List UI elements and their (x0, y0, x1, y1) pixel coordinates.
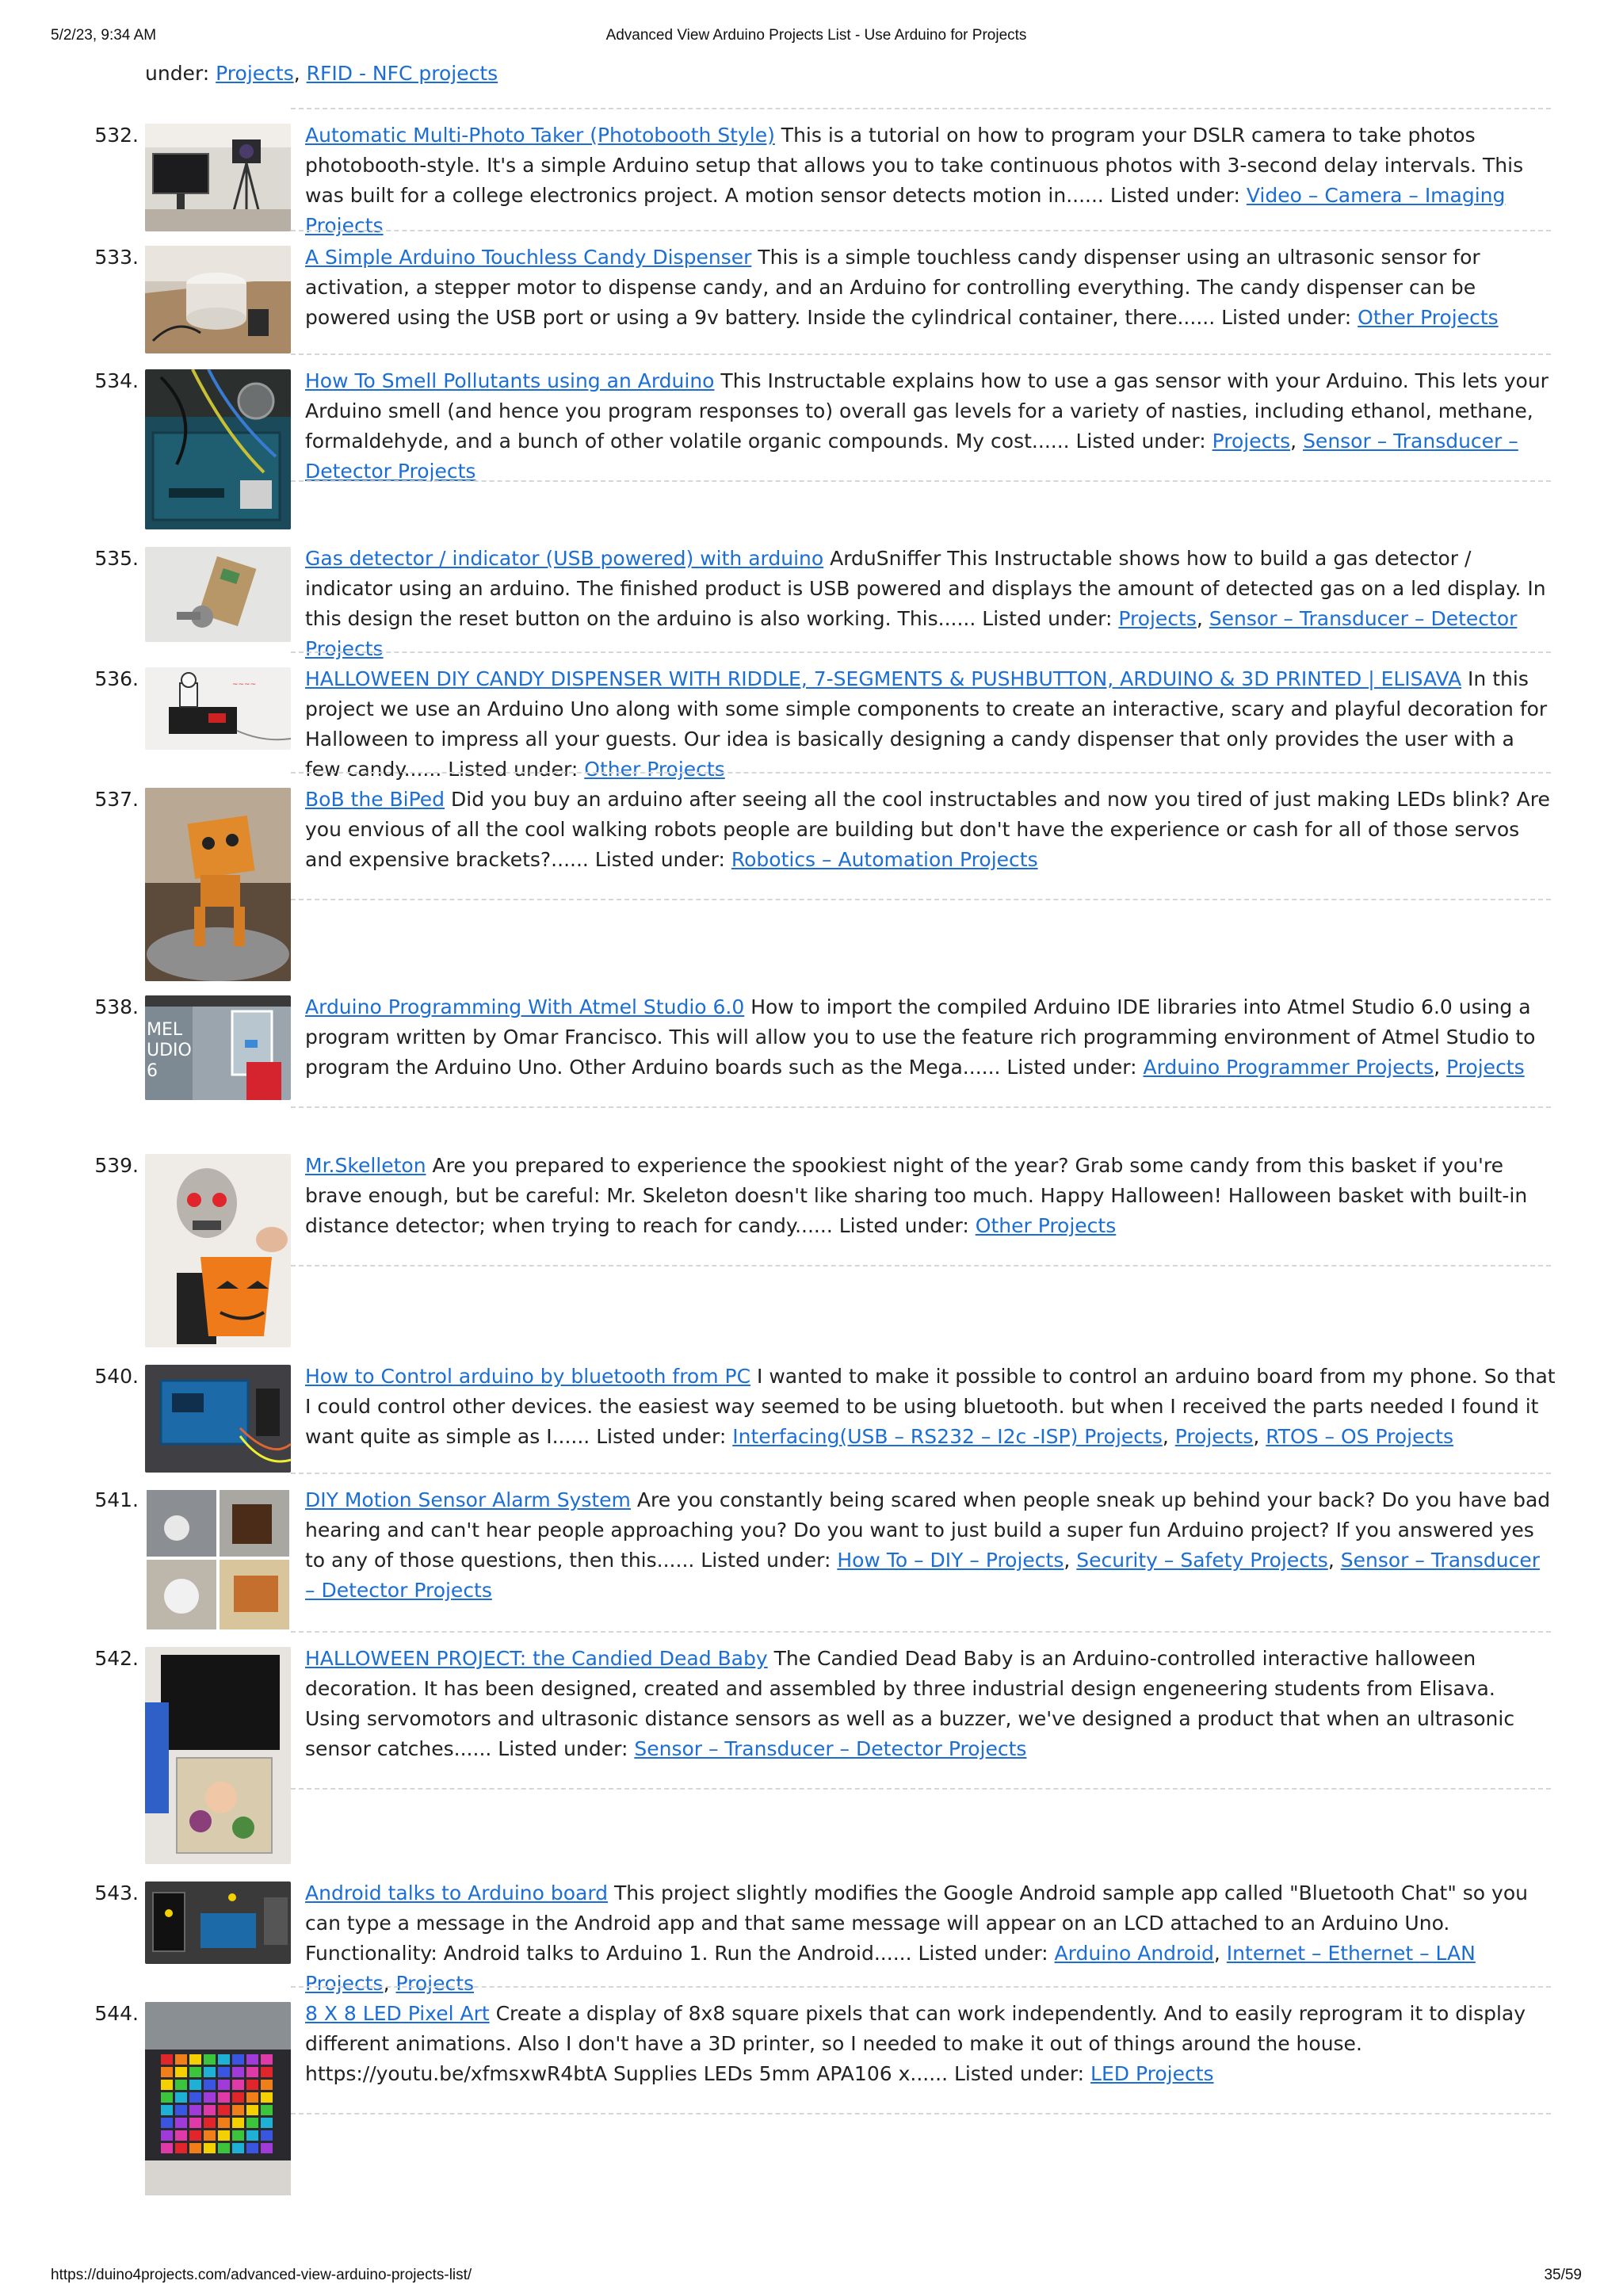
project-description: Are you constantly being scared when people sneak up behind your back? Do you have bad hearing and can't hear people approaching you? Do you want to just build a super fun Arduino project? If you answered yes to any of those questions, then this...... Listed under: (305, 1488, 1551, 1572)
category-link[interactable]: Projects (1446, 1056, 1525, 1079)
print-datetime: 5/2/23, 9:34 AM (51, 27, 157, 44)
project-description: How to import the compiled Arduino IDE libraries into Atmel Studio 6.0 using a program written by Omar Francisco. This will allow you to use the feature rich programming environment of Atmel Studio to program the Arduino Uno. Other Arduino boards such as the Mega...... Listed under: (305, 995, 1536, 1079)
entry-separator (291, 1265, 1551, 1266)
project-description: ArduSniffer This Instructable shows how to build a gas detector / indicator using an arduino. The finished product is USB powered and displays the amount of detected gas on a led display. In this design the reset button on the arduino is also working. This...... Listed under: (305, 547, 1546, 630)
category-link[interactable]: Sensor – Transducer – Detector Projects (305, 1549, 1541, 1602)
category-link[interactable]: Arduino Android (1054, 1942, 1214, 1965)
category-link[interactable]: How To – DIY – Projects (837, 1549, 1064, 1572)
category-link[interactable]: Sensor – Transducer – Detector Projects (305, 430, 1518, 483)
entry-number: 538. (94, 995, 139, 1018)
project-description: The Candied Dead Baby is an Arduino-controlled interactive halloween decoration. It has been designed, created and assembled by three industrial design engeneering students from Elisava. Using servomotors and ultrasonic distance sensors as well as a buzzer, we've designed a product that when an ultrasonic sensor catches...... Listed under: (305, 1647, 1515, 1760)
project-thumbnail[interactable] (145, 2002, 291, 2195)
page-url: https://duino4projects.com/advanced-view-arduino-projects-list/ (51, 2267, 472, 2283)
category-link[interactable]: Other Projects (1358, 306, 1499, 329)
svg-text:~~~~: ~~~~ (232, 681, 257, 689)
entry-number: 539. (94, 1154, 139, 1177)
project-title-link[interactable]: Android talks to Arduino board (305, 1881, 609, 1904)
project-title-link[interactable]: Gas detector / indicator (USB powered) with arduino (305, 547, 824, 570)
project-description: This Instructable explains how to use a gas sensor with your Arduino. This lets your Arduino smell (and hence you program responses to) overall gas levels for a variety of nasties, including ethanol, methane, formaldehyde, and a bunch of other volatile organic compounds. My cost...... Listed under: (305, 369, 1549, 453)
print-page-title: Advanced View Arduino Projects List - Use Arduino for Projects (605, 27, 1027, 44)
project-thumbnail[interactable] (145, 124, 291, 231)
project-thumbnail[interactable] (145, 788, 291, 981)
entry-number: 544. (94, 2002, 139, 2025)
entry-separator (291, 1473, 1551, 1474)
project-description: In this project we use an Arduino Uno along with some simple components to create an interactive, scary and playful decoration for Halloween to impress all your guests. Our idea is basically designing a candy dispenser that only provides the user with a few candy...... Listed under: (305, 667, 1548, 781)
entry-body (305, 1644, 1556, 1764)
previous-entry-tail: under: Projects, RFID - NFC projects (145, 62, 498, 85)
entry-body (305, 120, 1556, 241)
entry-separator (291, 2113, 1551, 2115)
project-description: This is a tutorial on how to program your DSLR camera to take photos photobooth-style. It's a simple Arduino setup that allows you to take continuous photos with 3-second delay intervals. This was built for a college electronics project. A motion sensor detects motion in...... Listed under: (305, 124, 1524, 207)
entry-number: 533. (94, 246, 139, 269)
entry-number: 532. (94, 124, 139, 147)
entry-number: 534. (94, 369, 139, 392)
entry-number: 535. (94, 547, 139, 570)
project-title-link[interactable]: How To Smell Pollutants using an Arduino (305, 369, 715, 392)
project-title-link[interactable]: HALLOWEEN DIY CANDY DISPENSER WITH RIDDLE, 7-SEGMENTS & PUSHBUTTON, ARDUINO & 3D PRINTED | ELISAVA (305, 667, 1462, 690)
entry-number: 543. (94, 1881, 139, 1904)
entry-body (305, 664, 1556, 785)
entry-separator (291, 108, 1551, 109)
project-thumbnail[interactable] (145, 1488, 291, 1631)
page-number: 35/59 (1544, 2267, 1582, 2283)
entry-separator (291, 1106, 1551, 1108)
entry-body (305, 785, 1556, 875)
entry-body: DIY Motion Sensor Alarm System Are you constantly being scared when people sneak up behind your back? Do you have bad hearing and can't hear people approaching you? Do you want to just build a super fun Arduino project? If you answered yes to any of those questions, then this...... Listed under: How To – DIY – Projects, Security – Safety Projects, Sensor – Transducer – Detector Projects (305, 1488, 1551, 1602)
entry-separator (291, 1986, 1551, 1988)
project-title-link[interactable]: Mr.Skelleton (305, 1154, 426, 1177)
project-description: I wanted to make it possible to control an arduino board from my phone. So that I could control other devices. the easiest way seemed to be using bluetooth. but when I received the parts needed I found it want quite as simple as I...... Listed under: (305, 1365, 1556, 1448)
project-description: Did you buy an arduino after seeing all the cool instructables and now you tired of just making LEDs blink? Are you envious of all the cool walking robots people are building but don't have the experience or cash for all of those servos and expensive brackets?...... Listed under: (305, 788, 1550, 871)
category-link[interactable]: LED Projects (1090, 2062, 1214, 2085)
category-link[interactable]: Projects (216, 62, 294, 85)
project-thumbnail[interactable] (145, 1365, 291, 1473)
entry-number: 537. (94, 788, 139, 811)
project-title-link[interactable]: Automatic Multi-Photo Taker (Photobooth Style) (305, 124, 775, 147)
project-thumbnail[interactable] (145, 1154, 291, 1347)
category-link[interactable]: RFID - NFC projects (306, 62, 498, 85)
project-description: Create a display of 8x8 square pixels that can work independently. And to easily reprogram it to display different animations. Also I don't have a 3D printer, so I needed to make it out of things around the house. https://youtu.be/xfmsxwR4btA Supplies LEDs 5mm APA106 x...... Listed under: (305, 2002, 1526, 2085)
entry-separator (291, 353, 1551, 355)
entry-body (305, 243, 1556, 333)
entry-number: 542. (94, 1647, 139, 1670)
project-thumbnail[interactable] (145, 995, 291, 1100)
entry-separator (291, 1631, 1551, 1633)
project-thumbnail[interactable] (145, 547, 291, 642)
category-link[interactable]: Sensor – Transducer – Detector Projects (634, 1737, 1027, 1760)
category-link[interactable]: Robotics – Automation Projects (731, 848, 1038, 871)
entry-body: How To Smell Pollutants using an Arduino This Instructable explains how to use a gas sensor with your Arduino. This lets your Arduino smell (and hence you program responses to) overall gas levels for a variety of nasties, including ethanol, methane, formaldehyde, and a bunch of other volatile organic compounds. My cost...... Listed under: Projects, Sensor – Transducer – Detector Projects (305, 369, 1549, 483)
entry-body (305, 1999, 1556, 2089)
category-link[interactable]: Other Projects (584, 758, 725, 781)
thumbnail-text: MEL UDIO 6 (147, 1020, 192, 1081)
entry-separator (291, 480, 1551, 482)
project-title-link[interactable]: A Simple Arduino Touchless Candy Dispenser (305, 246, 752, 269)
project-title-link[interactable]: How to Control arduino by bluetooth from PC (305, 1365, 751, 1388)
category-link[interactable]: Projects (395, 1972, 475, 1995)
project-title-link[interactable]: BoB the BiPed (305, 788, 445, 811)
category-link[interactable]: Internet – Ethernet – LAN Projects (305, 1942, 1476, 1995)
project-thumbnail[interactable] (145, 369, 291, 529)
entry-separator (291, 230, 1551, 231)
project-description: This project slightly modifies the Google Android sample app called "Bluetooth Chat" so you can type a message in the Android app and that same message will appear on an LCD attached to an Arduino Uno. Functionality: Android talks to Arduino 1. Run the Android...... Listed under: (305, 1881, 1528, 1965)
project-thumbnail[interactable] (145, 246, 291, 353)
project-thumbnail[interactable] (145, 1647, 291, 1864)
entry-body: How to Control arduino by bluetooth from PC I wanted to make it possible to control an arduino board from my phone. So that I could control other devices. the easiest way seemed to be using bluetooth. but when I received the parts needed I found it want quite as simple as I...... Listed under: Interfacing(USB – RS232 – I2c -ISP) Projects, Projects, RTOS – OS Projects (305, 1365, 1556, 1448)
category-link[interactable]: Security – Safety Projects (1076, 1549, 1328, 1572)
listed-under-prefix: under: (145, 62, 216, 85)
entry-body: Arduino Programming With Atmel Studio 6.0 How to import the compiled Arduino IDE libraries into Atmel Studio 6.0 using a program written by Omar Francisco. This will allow you to use the feature rich programming environment of Atmel Studio to program the Arduino Uno. Other Arduino boards such as the Mega...... Listed under: Arduino Programmer Projects, Projects (305, 995, 1536, 1079)
entry-body: Android talks to Arduino board This project slightly modifies the Google Android sample app called "Bluetooth Chat" so you can type a message in the Android app and that same message will appear on an LCD attached to an Arduino Uno. Functionality: Android talks to Arduino 1. Run the Android...... Listed under: Arduino Android, Internet – Ethernet – LAN Projects, Projects (305, 1881, 1528, 1995)
project-thumbnail[interactable] (145, 667, 291, 750)
project-description: Are you prepared to experience the spookiest night of the year? Grab some candy from this basket if you're brave enough, but be careful: Mr. Skeleton doesn't like sharing too much. Happy Halloween! Halloween basket with built-in distance detector; when trying to reach for candy...... Listed under: (305, 1154, 1528, 1237)
entry-number: 536. (94, 667, 139, 690)
project-title-link[interactable]: DIY Motion Sensor Alarm System (305, 1488, 631, 1511)
category-link[interactable]: Projects (1212, 430, 1291, 453)
entry-separator (291, 772, 1551, 774)
category-link[interactable]: Other Projects (975, 1214, 1117, 1237)
category-link[interactable]: Arduino Programmer Projects (1143, 1056, 1434, 1079)
category-link[interactable]: Interfacing(USB – RS232 – I2c -ISP) Projects (732, 1425, 1163, 1448)
category-link[interactable]: Video – Camera – Imaging Projects (305, 184, 1506, 237)
entry-body: Gas detector / indicator (USB powered) with arduino ArduSniffer This Instructable shows how to build a gas detector / indicator using an arduino. The finished product is USB powered and displays the amount of detected gas on a led display. In this design the reset button on the arduino is also working. This...... Listed under: Projects, Sensor – Transducer – Detector Projects (305, 547, 1546, 660)
entry-number: 541. (94, 1488, 139, 1511)
project-title-link[interactable]: 8 X 8 LED Pixel Art (305, 2002, 490, 2025)
project-title-link[interactable]: Arduino Programming With Atmel Studio 6.0 (305, 995, 745, 1018)
entry-number: 540. (94, 1365, 139, 1388)
entry-body (305, 1151, 1556, 1241)
project-description: This is a simple touchless candy dispenser using an ultrasonic sensor for activation, a stepper motor to dispense candy, and an Arduino for controlling everything. The candy dispenser can be powered using the USB port or using a 9v battery. Inside the cylindrical container, there...... Listed under: (305, 246, 1480, 329)
entry-separator (291, 651, 1551, 653)
project-thumbnail[interactable] (145, 1881, 291, 1964)
category-link[interactable]: Projects (1174, 1425, 1254, 1448)
category-link[interactable]: Sensor – Transducer – Detector Projects (305, 607, 1518, 660)
entry-separator (291, 1788, 1551, 1790)
project-title-link[interactable]: HALLOWEEN PROJECT: the Candied Dead Baby (305, 1647, 768, 1670)
entry-separator (291, 899, 1551, 900)
category-link[interactable]: Projects (1118, 607, 1197, 630)
category-link[interactable]: RTOS – OS Projects (1266, 1425, 1454, 1448)
